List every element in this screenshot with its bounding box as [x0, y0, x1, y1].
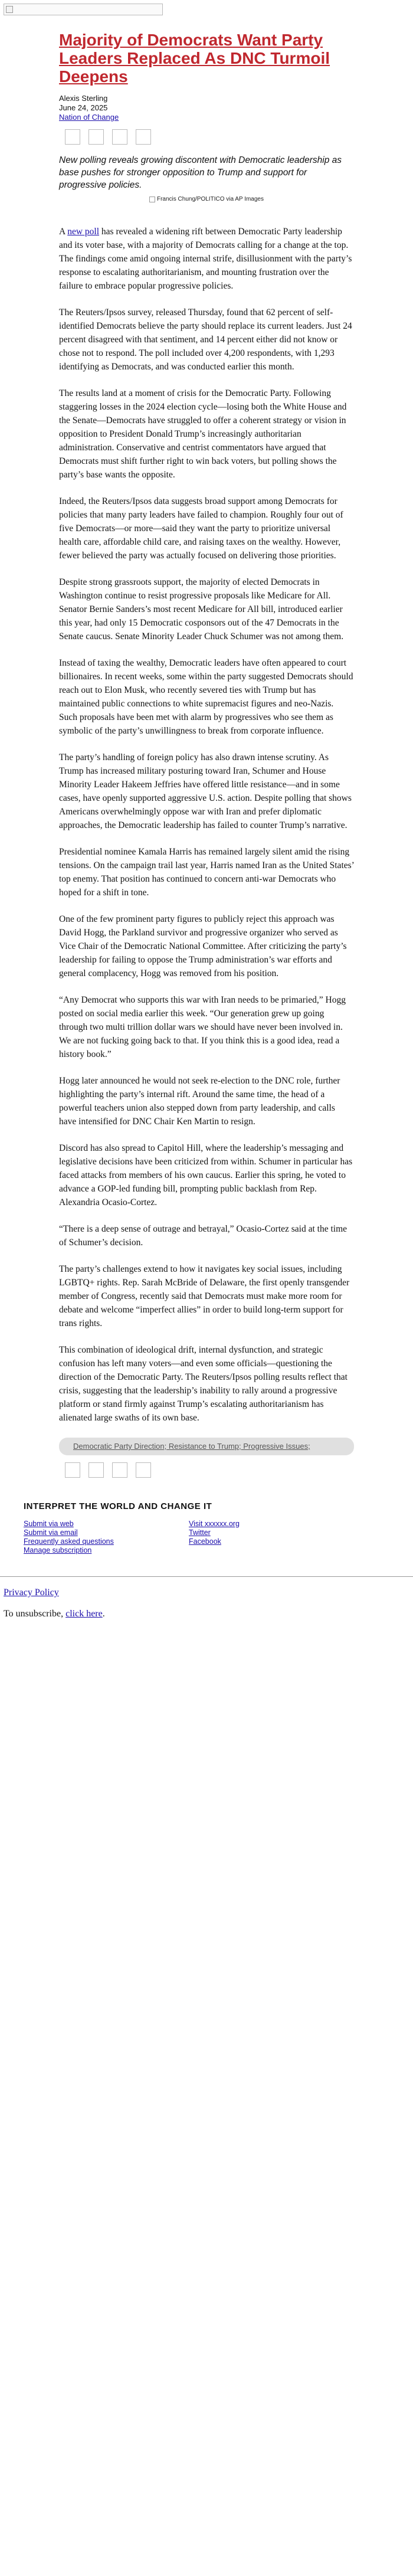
article-body [59, 225, 354, 1425]
photo-credit [59, 196, 354, 202]
tag-bar [59, 1438, 354, 1455]
share-button-3[interactable] [112, 129, 127, 145]
share-button-1[interactable] [65, 1462, 80, 1478]
article-paragraph: Hogg later announced he would not seek re-election to the DNC role, further highlighting the party’s internal rift. Around the same time, the head of a powerful teachers union also stepped down from party leadership, and calls have intensified for DNC Chair Ken Martin to resign. [59, 1076, 340, 1127]
article-paragraph: This combination of ideological drift, internal dysfunction, and strategic confusion has left many voters—and even some officials—questioning the direction of the Democratic Party. The Reuters/Ipsos polling results reflect that crisis, suggesting that the leadership’s inability to rally around a progressive platform or stand firmly against Trump’s escalating authoritarianism has alienated large swaths of its own base. [59, 1345, 348, 1423]
article-paragraph: The results land at a moment of crisis for the Democratic Party. Following staggering losses in the 2024 election cycle—losing both the White House and the Senate—Democrats have struggled to offer a coherent strategy or vision in opposition to President Donald Trump’s increasingly authoritarian administration. Conservative and centrist commentators have argued that Democrats must shift further right to win back voters, but polling shows the party’s base wants the opposite. [59, 388, 347, 480]
top-banner [4, 4, 413, 21]
footer-heading: INTERPRET THE WORLD AND CHANGE IT [24, 1501, 212, 1511]
share-button-1[interactable] [65, 129, 80, 145]
faq-link[interactable]: Frequently asked questions [24, 1537, 114, 1546]
footer-col-left [24, 1520, 189, 1555]
article-headline[interactable]: Majority of Democrats Want Party Leaders Replaced As DNC Turmoil Deepens [59, 31, 330, 86]
banner-image-placeholder [4, 4, 163, 15]
facebook-link[interactable]: Facebook [189, 1537, 221, 1546]
article-paragraph: “There is a deep sense of outrage and betrayal,” Ocasio-Cortez said at the time of Schumer’s decision. [59, 1224, 348, 1248]
share-button-4[interactable] [136, 1462, 151, 1478]
article-inner [41, 21, 372, 1478]
unsubscribe-link[interactable]: click here [65, 1609, 103, 1619]
publish-date: June 24, 2025 [59, 103, 108, 112]
article-paragraph: “Any Democrat who supports this war with Iran needs to be primaried,” Hogg posted on social media earlier this week. “Our generation grew up going through two multi trillion dollar wars we should have never been involved in. We are not fucking going back to that. If you think this is a good idea, read a history book.” [59, 995, 346, 1059]
article-paragraph: Instead of taxing the wealthy, Democratic leaders have often appeared to court billionaires. In recent weeks, some within the party suggested Democrats should reach out to Elon Musk, who recently severed ties with Trump but has maintained public connections to white supremacist figures and neo-Nazis. Such proposals have been met with alarm by progressives who see them as symbolic of the party’s unwillingness to break from corporate influence. [59, 658, 353, 736]
bottom-spacer [0, 1621, 413, 1637]
broken-image-icon [6, 6, 13, 13]
article-paragraph: The party’s handling of foreign policy has also drawn intense scrutiny. As Trump has increased military posturing toward Iran, Schumer and House Minority Leader Hakeem Jeffries have offered little resistance—and in some cases, have openly supported aggressive U.S. action. Despite polling that shows Americans overwhelmingly oppose war with Iran and prefer diplomatic approaches, the Democratic leadership has failed to counter Trump’s narrative. [59, 752, 352, 830]
tags-link[interactable]: Democratic Party Direction; Resistance to Trump; Progressive Issues; [73, 1442, 310, 1451]
article-paragraph: Indeed, the Reuters/Ipsos data suggests broad support among Democrats for policies that many party leaders have failed to champion. Roughly four out of five Democrats—or more—said they want the party to prioritize universal health care, affordable child care, and raising taxes on the wealthy. However, fewer believed the party was actually focused on delivering those priorities. [59, 496, 343, 561]
share-button-2[interactable] [88, 129, 104, 145]
author-name: Alexis Sterling [59, 94, 108, 103]
article-paragraph: The party’s challenges extend to how it navigates key social issues, including LGBTQ+ rights. Rep. Sarah McBride of Delaware, the first openly transgender member of Congress, recently said that Democrats must make more room for debate and welcome “imperfect allies” in order to build long-term support for trans rights. [59, 1264, 350, 1328]
footer-divider [0, 1576, 413, 1577]
footer-col-right [189, 1520, 354, 1555]
share-button-3[interactable] [112, 1462, 127, 1478]
share-button-2[interactable] [88, 1462, 104, 1478]
article-paragraph: Despite strong grassroots support, the majority of elected Democrats in Washington continue to resist progressive proposals like Medicare for All. Senator Bernie Sanders’s most recent Medicare for All bill, introduced earlier this year, had only 15 Democratic cosponsors out of the 47 Democrats in the Senate caucus. Senate Minority Leader Chuck Schumer was not among them. [59, 577, 344, 641]
footer [0, 1501, 413, 1555]
share-row-bottom [65, 1462, 354, 1478]
article-paragraph: One of the few prominent party figures to publicly reject this approach was David Hogg, the Parkland survivor and progressive organizer who served as Vice Chair of the Democratic National Committee. After criticizing the party’s leadership for failing to oppose the Trump administration’s war efforts and general complacency, Hogg was removed from his position. [59, 914, 347, 978]
article-paragraph: Discord has also spread to Capitol Hill, where the leadership’s messaging and legislative decisions have been criticized from within. Schumer in particular has faced attacks from members of his own caucus. Earlier this spring, he voted to advance a GOP-led funding bill, prompting public backlash from Rep. Alexandria Ocasio-Cortez. [59, 1143, 353, 1207]
article-subheadline: New polling reveals growing discontent with Democratic leadership as base pushes for stronger opposition to Trump and support for progressive policies. [59, 155, 342, 190]
email-page [0, 4, 413, 1637]
broken-image-icon [149, 197, 155, 202]
visit-site-link[interactable]: Visit xxxxxx.org [189, 1520, 240, 1528]
manage-subscription-link[interactable]: Manage subscription [24, 1546, 92, 1554]
article-meta [59, 94, 354, 122]
article-container [41, 21, 372, 1478]
share-row-top [65, 129, 354, 145]
new-poll-link[interactable]: new poll [67, 227, 100, 237]
privacy-policy-link[interactable]: Privacy Policy [4, 1588, 59, 1598]
photo-credit-text: Francis Chung/POLITICO via AP Images [156, 196, 264, 202]
submit-web-link[interactable]: Submit via web [24, 1520, 74, 1528]
article-paragraph: Presidential nominee Kamala Harris has remained largely silent amid the rising tensions. On the campaign trail last year, Harris named Iran as the United States’ top enemy. That position has continued to concern anti-war Democrats who hoped for a shift in tone. [59, 847, 354, 898]
submit-email-link[interactable]: Submit via email [24, 1528, 78, 1537]
publication-link[interactable]: Nation of Change [59, 113, 119, 122]
footer-columns [24, 1520, 354, 1555]
article-paragraph: A new poll has revealed a widening rift between Democratic Party leadership and its voter base, with a majority of Democrats calling for a change at the top. The findings come amid ongoing internal strife, disillusionment with the party’s response to escalating authoritarianism, and mounting frustration over the failure to embrace popular progressive policies. [59, 227, 352, 291]
article-paragraph: The Reuters/Ipsos survey, released Thursday, found that 62 percent of self-identified Democrats believe the party should replace its current leaders. Just 24 percent disagreed with that sentiment, and 14 percent either did not know or chose not to respond. The poll included over 4,200 respondents, with 1,293 identifying as Democrats, and was conducted earlier this month. [59, 307, 352, 372]
share-button-4[interactable] [136, 129, 151, 145]
twitter-link[interactable]: Twitter [189, 1528, 211, 1537]
unsubscribe-line: To unsubscribe, click here. [4, 1609, 105, 1619]
bottom-links [0, 1586, 413, 1621]
